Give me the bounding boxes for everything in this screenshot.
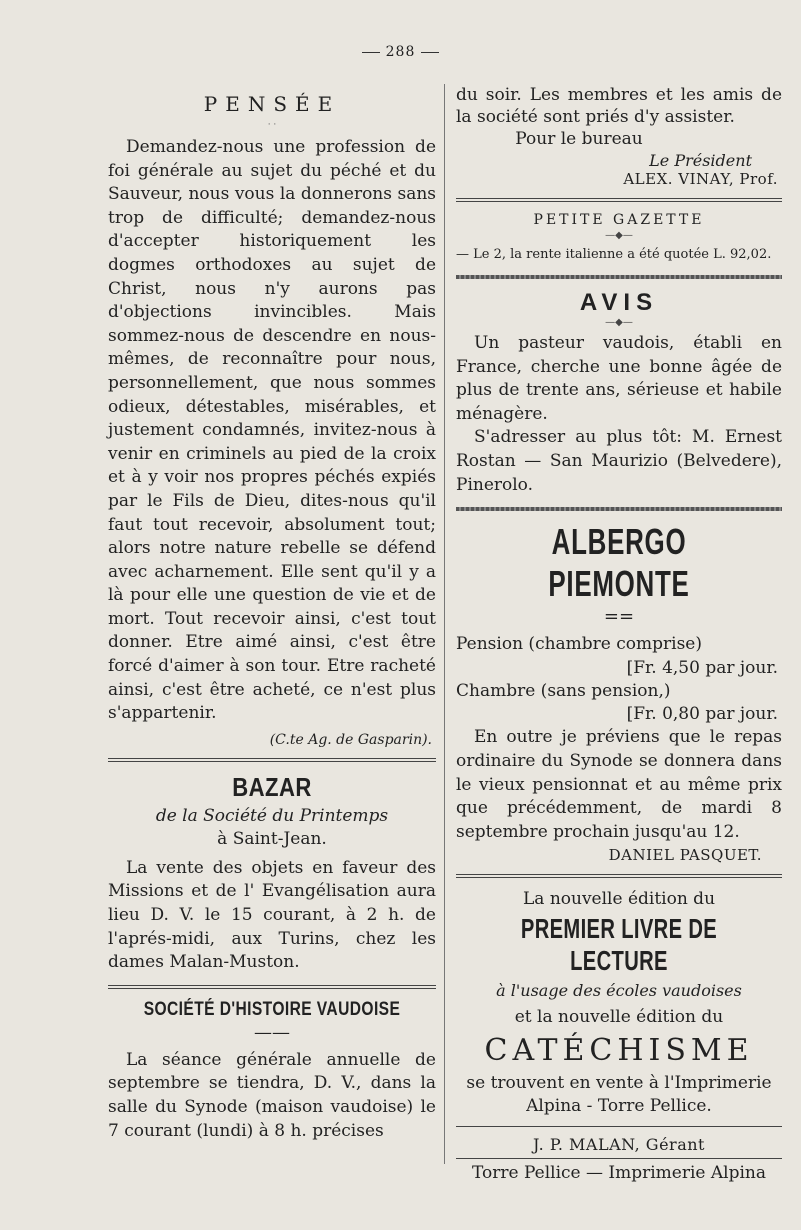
bazar-body: La vente des objets en faveur des Missions et de l' Evangélisation aura lieu D. V. le 15 courant, à 2 h. de l'aprés-midi, aux Turins, chez les dames Malan-Muston. bbox=[108, 857, 436, 973]
societe-ornament: —— bbox=[254, 1021, 290, 1043]
gazette-title: PETITE GAZETTE bbox=[533, 212, 705, 228]
societe-body: La séance générale annuelle de septembre se tiendra, D. V., dans la salle du Synode (maison vaudoise) le 7 courant (lundi) à 8 h. précises bbox=[108, 1049, 436, 1141]
footer-rule bbox=[456, 1126, 782, 1127]
avis-body: Un pasteur vaudois, établi en France, cherche une bonne âgée de plus de trente ans, sérieuse et habile ménagère. bbox=[456, 333, 782, 424]
livre-section bbox=[456, 888, 782, 1118]
pensee-body: Demandez-nous une profession de foi générale au sujet du péché et du Sauveur, nous vous la donnerons sans trop de difficulté; demandez-nous d'accepter historiquement les dogmes orthodoxes au sujet de Christ, nous n'y aurons pas d'objections invincibles. Mais sommez-nous de descendre en nous-mêmes, de reconnaître pour nous, personnellement, que nous sommes odieux, détestables, misérables, et justement condamnés, invitez-nous à venir en criminels au pied de la croix et à y voir nos propres péchés expiés par le Fils de Dieu, dites-nous qu'il faut tout recevoir, absolument tout; alors notre nature rebelle se défend avec acharnement. Elle sent qu'il y a là pour elle une question de vie et de mort. Tout recevoir ainsi, c'est tout donner. Etre aimé ainsi, c'est être forcé d'aimer à son tour. Etre racheté ainsi, c'est être acheté, ce n'est plus s'appartenir. bbox=[108, 137, 436, 724]
section-rule bbox=[108, 985, 436, 989]
societe-continuation: du soir. Les membres et les amis de la société sont priés d'y assister. bbox=[456, 85, 782, 127]
albergo-pension-price: [Fr. 4,50 par jour. bbox=[626, 657, 778, 678]
pensee-section bbox=[108, 92, 436, 748]
column-divider bbox=[444, 84, 445, 1164]
livre-line4: Alpina - Torre Pellice. bbox=[526, 1096, 712, 1117]
section-rule bbox=[456, 874, 782, 878]
albergo-body: En outre je préviens que le repas ordinaire du Synode se donnera dans le vieux pensionnat et au même prix que précédemment, de mardi 8 septembre prochain jusqu'au 12. bbox=[456, 727, 782, 842]
right-column bbox=[456, 84, 782, 1183]
livre-title: PREMIER LIVRE DE LECTURE bbox=[520, 913, 718, 977]
left-column bbox=[108, 84, 436, 1143]
albergo-title: ALBERGO PIEMONTE bbox=[548, 521, 690, 605]
avis-ornament: —◆— bbox=[605, 317, 633, 328]
avis-address: S'adresser au plus tôt: M. Ernest Rostan — San Maurizio (Belvedere), Pinerolo. bbox=[456, 427, 782, 495]
albergo-ornament: == bbox=[603, 606, 635, 628]
albergo-section bbox=[456, 521, 782, 864]
president-title: Le Président bbox=[649, 151, 752, 170]
pensee-signature: (C.te Ag. de Gasparin). bbox=[269, 731, 432, 748]
bazar-section bbox=[108, 772, 436, 975]
livre-line1: La nouvelle édition du bbox=[522, 889, 716, 910]
albergo-signature: DANIEL PASQUET. bbox=[608, 846, 762, 865]
pour-le-bureau: Pour le bureau bbox=[515, 129, 643, 149]
livre-subtitle: à l'usage des écoles vaudoises bbox=[496, 981, 742, 1001]
bazar-place: à Saint-Jean. bbox=[217, 828, 327, 849]
gazette-section bbox=[456, 212, 782, 265]
section-rule-heavy bbox=[456, 507, 782, 511]
catechisme-title: CATÉCHISME bbox=[484, 1033, 754, 1069]
gerant-line: J. P. MALAN, Gérant bbox=[533, 1135, 705, 1155]
albergo-chambre: Chambre (sans pension,) bbox=[456, 680, 671, 701]
small-ornament: · · bbox=[267, 120, 277, 130]
bazar-title: BAZAR bbox=[232, 771, 312, 802]
livre-line2: et la nouvelle édition du bbox=[514, 1007, 724, 1028]
page-number: 288 bbox=[0, 44, 801, 60]
section-rule bbox=[108, 758, 436, 762]
pensee-title: PENSÉE bbox=[203, 92, 341, 116]
albergo-chambre-price: [Fr. 0,80 par jour. bbox=[626, 704, 778, 725]
bazar-subtitle: de la Société du Printemps bbox=[155, 805, 389, 826]
footer-rule bbox=[456, 1158, 782, 1159]
societe-title: SOCIÉTÉ D'HISTOIRE VAUDOISE bbox=[143, 998, 401, 1020]
section-rule bbox=[456, 198, 782, 202]
imprimerie-line: Torre Pellice — Imprimerie Alpina bbox=[471, 1163, 766, 1184]
avis-section bbox=[456, 289, 782, 497]
gazette-ornament: —◆— bbox=[605, 230, 633, 241]
president-name: ALEX. VINAY, Prof. bbox=[623, 170, 778, 188]
societe-section bbox=[108, 999, 436, 1143]
section-rule-heavy bbox=[456, 275, 782, 279]
gazette-body: — Le 2, la rente italienne a été quotée L. 92,02. bbox=[456, 247, 772, 262]
albergo-pension: Pension (chambre comprise) bbox=[456, 634, 703, 655]
avis-title: AVIS bbox=[579, 289, 659, 316]
livre-line3: se trouvent en vente à l'Imprimerie bbox=[466, 1073, 772, 1094]
